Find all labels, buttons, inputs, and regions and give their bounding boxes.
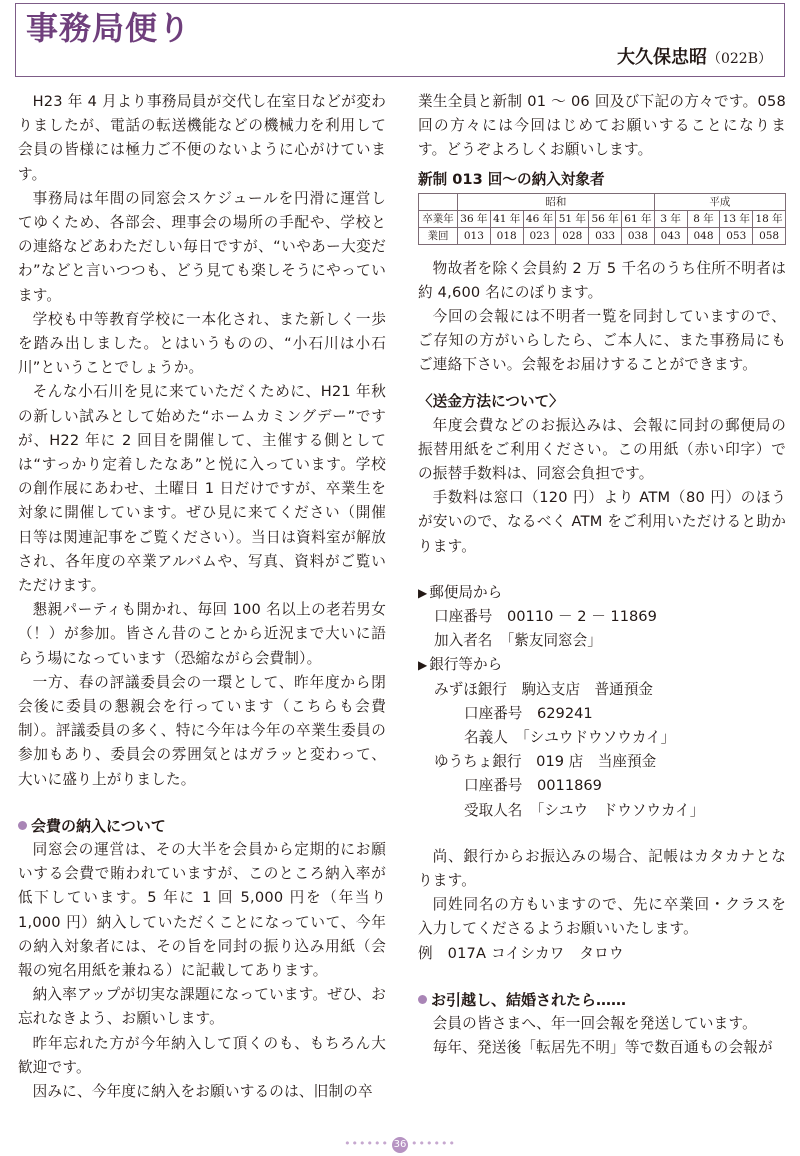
section-heading-move [418, 988, 786, 1012]
table-cell: 41 年 [490, 210, 523, 227]
footer-dots-right: •••••• [411, 1137, 456, 1150]
paragraph: 因みに、今年度に納入をお願いするのは、旧制の卒 [32, 1082, 373, 1100]
account-yucho-number: 口座番号 0011869 [464, 777, 602, 795]
table-title: 新制 013 回～の納入対象者 [418, 170, 605, 188]
table-cell: 048 [687, 227, 720, 244]
table-cell: 46 年 [523, 210, 556, 227]
header-box [15, 3, 785, 77]
spacer [418, 823, 786, 845]
right-column [418, 90, 786, 1060]
table-cell: 8 年 [687, 210, 720, 227]
account-post-name: 加入者名 「紫友同窓会」 [434, 632, 602, 650]
paragraph: H23 年 4 月より事務局員が交代し在室日などが変わりましたが、電話の転送機能などの機械力を利用して会員の皆様には極力ご不便のないように心がけています。 [18, 93, 386, 183]
table-row [419, 227, 786, 244]
bullet-icon [18, 821, 27, 830]
spacer [418, 559, 786, 581]
table-cell: 18 年 [753, 210, 786, 227]
paragraph: 今回の会報には不明者一覧を同封していますので、ご存知の方がいらしたら、ご本人に、また事務局にもご連絡下さい。会報をお届けすることができます。 [418, 308, 786, 374]
table-cell: 018 [490, 227, 523, 244]
spacer [418, 378, 786, 390]
triangle-right-icon: ▶ [418, 658, 428, 673]
spacer [18, 792, 386, 814]
paragraph: 納入率アップが切実な課題になっています。ぜひ、お忘れなきよう、お願いします。 [18, 986, 386, 1028]
table-cell: 053 [720, 227, 753, 244]
account-mizuho-name: 名義人 「シユウドウソウカイ」 [464, 729, 676, 747]
table-cell: 058 [753, 227, 786, 244]
footer-dots-left: •••••• [344, 1137, 389, 1150]
table-cell: 61 年 [621, 210, 654, 227]
table-cell [419, 193, 458, 210]
table-cell-era-showa: 昭和 [458, 193, 655, 210]
author-name-text: 大久保忠昭 [616, 47, 707, 68]
paragraph: 事務局は年間の同窓会スケジュールを円滑に運営してゆくため、各部会、理事会の場所の手配や、学校との連絡などあわただしい毎日ですが、“いやあー大変だわ”などと言いつつも、どう見ても楽しそうにやっています。 [18, 189, 386, 304]
account-bank-heading [418, 653, 786, 677]
account-bank-heading-text: 銀行等から [429, 656, 503, 674]
table-cell: 013 [458, 227, 491, 244]
payment-table [418, 193, 786, 245]
table-row [419, 210, 786, 227]
spacer [418, 966, 786, 988]
table-cell: 043 [654, 227, 687, 244]
table-cell: 038 [621, 227, 654, 244]
section-heading-fee [18, 814, 386, 838]
paragraph: 学校も中等教育学校に一本化され、また新しく一歩を踏み出しました。とはいうものの、“小石川は小石川”ということでしょうか。 [18, 310, 386, 377]
section-heading-remit: 〈送金方法について〉 [418, 392, 564, 410]
paragraph: 昨年忘れた方が今年納入して頂くのも、もちろん大歓迎です。 [18, 1034, 386, 1076]
paragraph: そんな小石川を見に来ていただくために、H21 年秋の新しい試みとして始めた“ホームカミングデー”ですが、H22 年に 2 回目を開催して、主催する側としては“すっかり定着したなあ”と悦に入っています。学校の創作展にあわせ、土曜日 1 日だけですが、卒業生を対象に開催しています。ぜひ見に来てください（開催日等は関連記事をご覧ください）。当日は資料室が解放され、各年度の卒業アルバムや、写真、資料がご覧いただけます。 [18, 383, 386, 595]
paragraph: 一方、春の評議委員会の一環として、昨年度から閉会後に委員の懇親会を行っています（こちらも会費制）。評議委員の多く、特に今年は今年の卒業生委員の参加もあり、委員会の雰囲気とはガラッと変わって、大いに盛り上がりました。 [18, 673, 386, 788]
table-cell: 51 年 [556, 210, 589, 227]
paragraph: 懇親パーティも開かれ、毎回 100 名以上の老若男女（！）が参加。皆さん昔のことから近況まで大いに語らう場になっています（恐縮ながら会費制）。 [18, 601, 386, 667]
page-footer [0, 1136, 800, 1153]
author-name [617, 47, 772, 70]
table-row-label: 卒業年 [419, 210, 458, 227]
account-mizuho-number: 口座番号 629241 [464, 704, 593, 722]
table-cell: 3 年 [654, 210, 687, 227]
bullet-icon [418, 995, 427, 1004]
table-cell: 033 [589, 227, 622, 244]
table-row [419, 193, 786, 210]
section-heading-text: お引越し、結婚されたら…… [431, 990, 627, 1009]
table-row-label: 業回 [419, 227, 458, 244]
spacer [418, 245, 786, 257]
section-heading-text: 会費の納入について [31, 816, 166, 835]
paragraph: 同窓会の運営は、その大半を会員から定期的にお願いする会費で賄われていますが、このところ納入率が低下しています。5 年に 1 回 5,000 円を（年当り 1,000 円）納入していただくことになっていて、今年の納入対象者には、その旨を同封の振り込み用紙（会報の宛名用紙を兼ねる）に記載してあります。 [18, 840, 386, 979]
paragraph: 業生全員と新制 01 ～ 06 回及び下記の方々です。058 回の方々には今回はじめてお願いすることになります。どうぞよろしくお願いします。 [418, 93, 786, 159]
left-column [18, 90, 386, 1104]
triangle-right-icon: ▶ [418, 585, 428, 600]
paragraph: 同姓同名の方もいますので、先に卒業回・クラスを入力してくださるようお願いいたします。 [418, 896, 786, 938]
account-yucho-name: 受取人名 「シユウ ドウソウカイ」 [464, 801, 705, 819]
table-cell-era-heisei: 平成 [654, 193, 785, 210]
table-cell: 36 年 [458, 210, 491, 227]
author-class: （022B） [706, 51, 772, 67]
account-post-heading [418, 581, 786, 605]
paragraph: 尚、銀行からお振込みの場合、記帳はカタカナとなります。 [418, 847, 786, 890]
paragraph: 会員の皆さまへ、年一回会報を発送しています。 [432, 1014, 757, 1032]
table-cell: 028 [556, 227, 589, 244]
table-cell: 56 年 [589, 210, 622, 227]
account-mizuho-bank: みずほ銀行 駒込支店 普通預金 [434, 680, 653, 698]
table-cell: 13 年 [720, 210, 753, 227]
page-number: 36 [392, 1137, 408, 1153]
page-title: 事務局便り [26, 9, 192, 47]
account-post-heading-text: 郵便局から [429, 583, 503, 601]
paragraph: 年度会費などのお振込みは、会報に同封の郵便局の振替用紙をご利用ください。この用紙（赤い印字）での振替手数料は、同窓会負担です。 [418, 416, 786, 483]
account-post-number: 口座番号 00110 － 2 － 11869 [434, 608, 657, 626]
table-cell: 023 [523, 227, 556, 244]
paragraph: 毎年、発送後「転居先不明」等で数百通もの会報が [432, 1039, 773, 1057]
paragraph: 手数料は窓口（120 円）より ATM（80 円）のほうが安いので、なるべく ATM をご利用いただけると助かります。 [418, 489, 786, 555]
example-line: 例 017A コイシカワ タロウ [418, 944, 624, 962]
paragraph: 物故者を除く会員約 2 万 5 千名のうち住所不明者は約 4,600 名にのぼります。 [418, 259, 786, 301]
account-yucho-bank: ゆうちょ銀行 019 店 当座預金 [434, 753, 657, 771]
